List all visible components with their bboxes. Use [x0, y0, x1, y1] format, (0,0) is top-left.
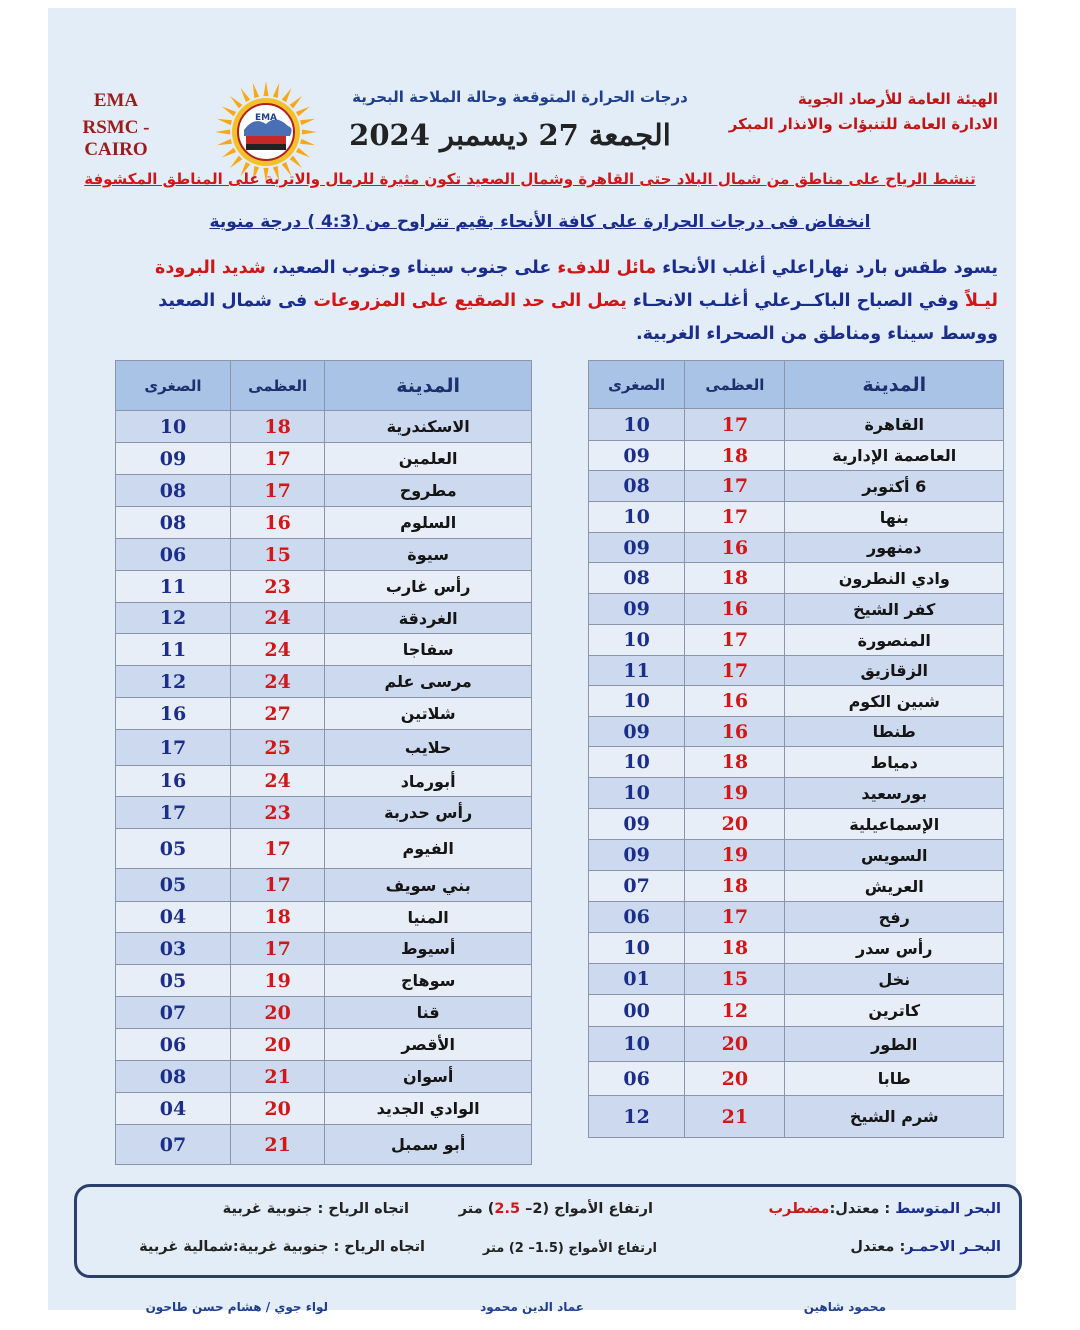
org-department: الادارة العامة للتنبؤات والانذار المبكر [728, 115, 998, 133]
min-temperature: 08 [589, 471, 685, 502]
forecast-highlight: شديد البرودة [155, 258, 266, 278]
min-temperature: 03 [116, 933, 231, 965]
min-temperature: 08 [116, 507, 231, 539]
forecast-line-3: ووسط سيناء ومناطق من الصحراء الغربية. [635, 324, 998, 344]
table-row [589, 809, 1004, 840]
table-row [116, 1029, 532, 1061]
min-temperature: 01 [589, 964, 685, 995]
forecast-highlight: يصل الى حد الصقيع على المزروعات [313, 291, 627, 311]
sun-ray [302, 129, 317, 134]
city-name: رأس سدر [785, 933, 1004, 964]
city-name: أسوان [325, 1061, 532, 1093]
red-sea-wind: اتجاه الرياح : جنوبية غربية:شمالية غربية [139, 1239, 425, 1255]
city-name: أبورماد [325, 766, 532, 797]
min-temperature: 16 [116, 766, 231, 797]
city-name: المنيا [325, 902, 532, 933]
table-row [116, 698, 532, 730]
svg-text:EMA: EMA [254, 113, 278, 123]
city-name: حلايب [325, 730, 532, 766]
city-name: الزقازيق [785, 656, 1004, 686]
signature-left: لواء جوي / هشام حسن طاحون [145, 1300, 328, 1314]
max-temperature: 19 [685, 778, 785, 809]
min-temperature: 06 [116, 539, 231, 571]
city-name: السويس [785, 840, 1004, 871]
table-row [589, 441, 1004, 471]
max-temperature: 24 [230, 666, 324, 698]
table-row [589, 1027, 1004, 1062]
max-temperature: 15 [230, 539, 324, 571]
city-name: شبين الكوم [785, 686, 1004, 717]
ema-label: EMA [93, 90, 139, 111]
max-temperature: 21 [230, 1125, 324, 1165]
table-row [116, 475, 532, 507]
max-temperature: 20 [685, 1027, 785, 1062]
waves-text: ) متر [458, 1201, 495, 1217]
min-temperature: 00 [589, 995, 685, 1027]
max-temperature: 27 [230, 698, 324, 730]
table-row [116, 933, 532, 965]
waves-highlight: 2.5 [494, 1201, 521, 1217]
mediterranean-wind: اتجاه الرياح : جنوبية غربية [222, 1201, 409, 1217]
signature-right: محمود شاهين [803, 1300, 886, 1314]
max-temperature: 17 [685, 625, 785, 656]
mediterranean-state-text: : معتدل: [829, 1201, 896, 1217]
max-temperature: 18 [685, 441, 785, 471]
max-temperature: 18 [685, 747, 785, 778]
table-row [589, 656, 1004, 686]
table-row [116, 902, 532, 933]
min-temperature: 08 [116, 475, 231, 507]
table-row [589, 747, 1004, 778]
max-temperature: 24 [230, 634, 324, 666]
table-row [589, 409, 1004, 441]
column-header-min: الصغرى [116, 361, 231, 411]
table-row [116, 634, 532, 666]
city-name: بني سويف [325, 869, 532, 902]
city-name: مطروح [325, 475, 532, 507]
min-temperature: 04 [116, 902, 231, 933]
column-header-city: المدينة [325, 361, 532, 411]
city-name: الإسماعيلية [785, 809, 1004, 840]
forecast-highlight: ليـلاً [965, 291, 998, 311]
min-temperature: 12 [116, 603, 231, 634]
forecast-text: على جنوب سيناء وجنوب الصعيد، [265, 258, 558, 278]
max-temperature: 23 [230, 571, 324, 603]
sun-ray [273, 83, 279, 98]
min-temperature: 05 [116, 829, 231, 869]
table-row [589, 533, 1004, 563]
rsmc-label: RSMC - CAIRO [82, 117, 150, 160]
table-row [589, 964, 1004, 995]
city-name: الغردقة [325, 603, 532, 634]
sun-ray [253, 83, 259, 98]
city-name: أبو سمبل [325, 1125, 532, 1165]
table-row [116, 965, 532, 997]
min-temperature: 11 [116, 571, 231, 603]
min-temperature: 10 [589, 625, 685, 656]
city-name: نخل [785, 964, 1004, 995]
table-row [589, 1096, 1004, 1138]
min-temperature: 06 [589, 1062, 685, 1096]
city-name: رأس حدربة [325, 797, 532, 829]
table-row [116, 539, 532, 571]
sun-ray [290, 96, 302, 108]
city-name: شلاتين [325, 698, 532, 730]
sun-ray [263, 81, 268, 96]
city-name: العاصمة الإدارية [785, 441, 1004, 471]
city-name: 6 أكتوبر [785, 471, 1004, 502]
table-row [116, 766, 532, 797]
max-temperature: 15 [685, 964, 785, 995]
signature-middle: عماد الدين محمود [480, 1300, 584, 1314]
table-row [116, 730, 532, 766]
table-row [589, 594, 1004, 625]
min-temperature: 17 [116, 797, 231, 829]
forecast-highlight: مائل للدفء [557, 258, 657, 278]
min-temperature: 08 [116, 1061, 231, 1093]
sun-ray [217, 139, 232, 145]
table-row [116, 571, 532, 603]
sun-ray [282, 88, 292, 102]
sun-ray [230, 156, 242, 168]
max-temperature: 16 [685, 686, 785, 717]
city-name: شرم الشيخ [785, 1096, 1004, 1138]
min-temperature: 11 [116, 634, 231, 666]
city-name: السلوم [325, 507, 532, 539]
org-name: الهيئة العامة للأرصاد الجوية [797, 90, 998, 108]
red-sea-waves: ارتفاع الأمواج (1.5– 2) متر [482, 1241, 657, 1256]
city-name: الاسكندرية [325, 411, 532, 443]
min-temperature: 10 [589, 747, 685, 778]
min-temperature: 09 [589, 809, 685, 840]
red-sea-label: البحـر الاحمـر [905, 1239, 1001, 1255]
max-temperature: 17 [230, 869, 324, 902]
min-temperature: 11 [589, 656, 685, 686]
forecast-text: وفي الصباح الباكــرعلي أغلـب الانحـاء [626, 291, 966, 311]
max-temperature: 12 [685, 995, 785, 1027]
table-row [589, 840, 1004, 871]
city-name: وادي النطرون [785, 563, 1004, 594]
min-temperature: 09 [589, 717, 685, 747]
wind-warning: تنشط الرياح على مناطق من شمال البلاد حتى القاهرة وشمال الصعيد تكون مثيرة للرمال والاتربة على المناطق المكشوفة [84, 170, 976, 188]
city-name: أسيوط [325, 933, 532, 965]
max-temperature: 23 [230, 797, 324, 829]
min-temperature: 07 [589, 871, 685, 902]
sun-ray [290, 156, 302, 168]
column-header-max: العظمى [230, 361, 324, 411]
min-temperature: 09 [589, 594, 685, 625]
bulletin-subtitle: درجات الحرارة المتوقعة وحالة الملاحة البحرية [352, 88, 688, 106]
max-temperature: 25 [230, 730, 324, 766]
table-row [116, 997, 532, 1029]
max-temperature: 17 [230, 475, 324, 507]
mediterranean-state-highlight: مضطرب [768, 1201, 830, 1217]
max-temperature: 24 [230, 603, 324, 634]
table-row [589, 471, 1004, 502]
table-row [589, 1062, 1004, 1096]
city-name: بورسعيد [785, 778, 1004, 809]
max-temperature: 16 [685, 717, 785, 747]
min-temperature: 09 [116, 443, 231, 475]
max-temperature: 20 [230, 1093, 324, 1125]
table-row [116, 829, 532, 869]
max-temperature: 20 [685, 809, 785, 840]
table-row [116, 1061, 532, 1093]
table-row [589, 871, 1004, 902]
forecast-line-2 [108, 285, 998, 318]
max-temperature: 18 [685, 933, 785, 964]
max-temperature: 18 [230, 902, 324, 933]
table-row [589, 933, 1004, 964]
sun-ray [300, 119, 315, 125]
temperature-drop-note: انخفاض فى درجات الحرارة على كافة الأنحاء بقيم تتراوح من (4:3 ) درجة منوية [209, 212, 871, 232]
city-name: رأس غارب [325, 571, 532, 603]
column-header-max: العظمى [685, 361, 785, 409]
min-temperature: 05 [116, 965, 231, 997]
city-name: دمنهور [785, 533, 1004, 563]
table-row [589, 902, 1004, 933]
city-name: كاترين [785, 995, 1004, 1027]
red-sea-state-text: : معتدل [850, 1239, 906, 1255]
min-temperature: 10 [116, 411, 231, 443]
max-temperature: 20 [230, 997, 324, 1029]
max-temperature: 17 [685, 656, 785, 686]
max-temperature: 20 [685, 1062, 785, 1096]
min-temperature: 10 [589, 409, 685, 441]
min-temperature: 10 [589, 502, 685, 533]
max-temperature: 16 [685, 594, 785, 625]
table-row [116, 797, 532, 829]
column-header-city: المدينة [785, 361, 1004, 409]
max-temperature: 24 [230, 766, 324, 797]
city-name: الفيوم [325, 829, 532, 869]
max-temperature: 18 [685, 563, 785, 594]
table-row [116, 507, 532, 539]
city-name: بنها [785, 502, 1004, 533]
min-temperature: 06 [589, 902, 685, 933]
sun-ray [217, 119, 232, 125]
max-temperature: 17 [230, 933, 324, 965]
forecast-paragraph [108, 252, 998, 351]
table-row [116, 1093, 532, 1125]
table-row [116, 603, 532, 634]
max-temperature: 16 [685, 533, 785, 563]
min-temperature: 16 [116, 698, 231, 730]
city-name: قنا [325, 997, 532, 1029]
min-temperature: 10 [589, 686, 685, 717]
min-temperature: 09 [589, 840, 685, 871]
city-name: الطور [785, 1027, 1004, 1062]
mediterranean-state [768, 1201, 1001, 1217]
max-temperature: 17 [685, 409, 785, 441]
sun-ray [222, 107, 236, 117]
max-temperature: 21 [685, 1096, 785, 1138]
min-temperature: 05 [116, 869, 231, 902]
city-name: طابا [785, 1062, 1004, 1096]
min-temperature: 04 [116, 1093, 231, 1125]
bulletin-date: الجمعة 27 ديسمبر 2024 [349, 118, 671, 152]
min-temperature: 12 [116, 666, 231, 698]
table-row [589, 502, 1004, 533]
max-temperature: 18 [685, 871, 785, 902]
min-temperature: 12 [589, 1096, 685, 1138]
city-name: سفاجا [325, 634, 532, 666]
red-sea-state [850, 1239, 1001, 1255]
table-row [116, 443, 532, 475]
max-temperature: 17 [685, 471, 785, 502]
city-name: كفر الشيخ [785, 594, 1004, 625]
temperature-table-left [115, 360, 532, 1165]
table-row [116, 666, 532, 698]
table-row [116, 1125, 532, 1165]
table-row [589, 686, 1004, 717]
max-temperature: 17 [230, 829, 324, 869]
sun-ray [241, 88, 251, 102]
max-temperature: 19 [685, 840, 785, 871]
table-row [589, 717, 1004, 747]
city-name: الأقصر [325, 1029, 532, 1061]
city-name: العلمين [325, 443, 532, 475]
max-temperature: 17 [230, 443, 324, 475]
city-name: القاهرة [785, 409, 1004, 441]
city-name: مرسى علم [325, 666, 532, 698]
sun-ray [300, 139, 315, 145]
sun-ray [230, 96, 242, 108]
column-header-min: الصغرى [589, 361, 685, 409]
city-name: سوهاج [325, 965, 532, 997]
sun-ray [222, 148, 236, 158]
max-temperature: 17 [685, 902, 785, 933]
min-temperature: 09 [589, 441, 685, 471]
table-row [116, 411, 532, 443]
forecast-line-1 [108, 252, 998, 285]
min-temperature: 10 [589, 1027, 685, 1062]
forecast-text: يسود طقس بارد نهاراعلي أغلب الأنحاء [656, 258, 998, 278]
max-temperature: 19 [230, 965, 324, 997]
mediterranean-label: البحر المتوسط [895, 1201, 1001, 1217]
temperature-table-right [588, 360, 1004, 1138]
min-temperature: 06 [116, 1029, 231, 1061]
min-temperature: 17 [116, 730, 231, 766]
city-name: المنصورة [785, 625, 1004, 656]
waves-text: ارتفاع الأمواج (2– [520, 1201, 653, 1217]
min-temperature: 10 [589, 778, 685, 809]
sea-conditions-box [74, 1184, 1022, 1278]
table-row [589, 625, 1004, 656]
table-row [589, 995, 1004, 1027]
sun-ray [296, 107, 310, 117]
max-temperature: 20 [230, 1029, 324, 1061]
max-temperature: 16 [230, 507, 324, 539]
min-temperature: 07 [116, 997, 231, 1029]
table-row [589, 778, 1004, 809]
min-temperature: 10 [589, 933, 685, 964]
city-name: سيوة [325, 539, 532, 571]
table-row [589, 563, 1004, 594]
max-temperature: 17 [685, 502, 785, 533]
min-temperature: 07 [116, 1125, 231, 1165]
max-temperature: 18 [230, 411, 324, 443]
max-temperature: 21 [230, 1061, 324, 1093]
city-name: رفح [785, 902, 1004, 933]
ema-logo-icon [214, 80, 318, 184]
forecast-text: فى شمال الصعيد [158, 291, 314, 311]
mediterranean-waves [459, 1201, 653, 1217]
table-row [116, 869, 532, 902]
sun-ray [215, 129, 230, 134]
min-temperature: 09 [589, 533, 685, 563]
city-name: العريش [785, 871, 1004, 902]
city-name: دمياط [785, 747, 1004, 778]
city-name: الوادي الجديد [325, 1093, 532, 1125]
city-name: طنطا [785, 717, 1004, 747]
sun-ray [296, 148, 310, 158]
min-temperature: 08 [589, 563, 685, 594]
